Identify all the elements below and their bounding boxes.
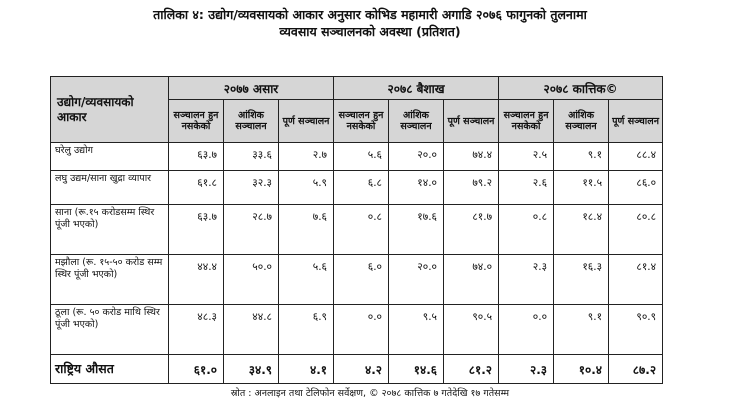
table-cell: ३४.९	[224, 355, 279, 384]
table-cell: २.३	[499, 255, 554, 305]
table-cell: ४.२	[334, 355, 389, 384]
table-cell: ५.६	[279, 255, 334, 305]
table-cell: ६३.७	[169, 205, 224, 255]
table-cell: ६१.०	[169, 355, 224, 384]
national-average-row	[51, 355, 663, 384]
table-cell: २.५	[499, 143, 554, 171]
table-cell: ७९.२	[444, 171, 499, 205]
row-label: मझौला (रू. १५-५० करोड सम्म स्थिर पूंजी भएको)	[51, 255, 169, 305]
table-cell: ७.६	[279, 205, 334, 255]
table-cell: ८७.२	[609, 355, 663, 384]
header-partial: आंशिक सञ्चालन	[554, 100, 609, 143]
table-cell: ४४.८	[224, 305, 279, 355]
table-cell: ६१.८	[169, 171, 224, 205]
header-full: पूर्ण सञ्चालन	[279, 100, 334, 143]
header-not-operating: सञ्चालन हुन नसकेको	[334, 100, 389, 143]
table-cell: १४.६	[389, 355, 444, 384]
table-cell: २.३	[499, 355, 554, 384]
table-cell: ४८.३	[169, 305, 224, 355]
row-label: घरेलु उद्योग	[51, 143, 169, 171]
table-row	[51, 143, 663, 171]
table-row	[51, 205, 663, 255]
header-group-2077-asar: २०७७ असार	[169, 77, 334, 100]
table-cell: ८१.७	[444, 205, 499, 255]
table-cell: ९.१	[554, 305, 609, 355]
table-cell: ५.९	[279, 171, 334, 205]
table-cell: २०.०	[389, 143, 444, 171]
table-cell: ६.८	[334, 171, 389, 205]
table-row	[51, 255, 663, 305]
table-cell: ११.५	[554, 171, 609, 205]
table-cell: ५०.०	[224, 255, 279, 305]
table-cell: ७४.४	[444, 143, 499, 171]
table-cell: ९.५	[389, 305, 444, 355]
table-cell: ५.६	[334, 143, 389, 171]
table-cell: १०.४	[554, 355, 609, 384]
table-cell: ०.०	[499, 305, 554, 355]
row-label: साना (रू.१५ करोडसम्म स्थिर पूंजी भएको)	[51, 205, 169, 255]
row-label: लघु उद्यम/साना खुद्रा व्यापार	[51, 171, 169, 205]
table-cell: ७४.०	[444, 255, 499, 305]
table-cell: ०.८	[499, 205, 554, 255]
header-group-2078-baishakh: २०७८ बैशाख	[334, 77, 499, 100]
table-cell: ६३.७	[169, 143, 224, 171]
table-cell: ८१.२	[444, 355, 499, 384]
row-label: राष्ट्रिय औसत	[51, 355, 169, 384]
table-cell: १७.६	[389, 205, 444, 255]
header-not-operating: सञ्चालन हुन नसकेको	[499, 100, 554, 143]
table-cell: १८.४	[554, 205, 609, 255]
header-partial: आंशिक सञ्चालन	[224, 100, 279, 143]
table-row	[51, 171, 663, 205]
table-cell: १४.०	[389, 171, 444, 205]
table-cell: ८६.०	[609, 171, 663, 205]
table-cell: २.७	[279, 143, 334, 171]
table-row	[51, 305, 663, 355]
table-cell: ६.०	[334, 255, 389, 305]
table-cell: २८.७	[224, 205, 279, 255]
table-cell: ०.०	[334, 305, 389, 355]
row-label: ठूला (रू. ५० करोड माथि स्थिर पूंजी भएको)	[51, 305, 169, 355]
table-cell: ८८.४	[609, 143, 663, 171]
table-cell: १६.३	[554, 255, 609, 305]
table-cell: ६.९	[279, 305, 334, 355]
table-cell: ०.८	[334, 205, 389, 255]
business-status-table	[50, 76, 663, 384]
header-full: पूर्ण सञ्चालन	[444, 100, 499, 143]
header-full: पूर्ण सञ्चालन	[609, 100, 663, 143]
table-cell: २.६	[499, 171, 554, 205]
table-cell: ८०.८	[609, 205, 663, 255]
table-cell: ८१.४	[609, 255, 663, 305]
header-partial: आंशिक सञ्चालन	[389, 100, 444, 143]
table-cell: २०.०	[389, 255, 444, 305]
table-cell: ९.१	[554, 143, 609, 171]
header-not-operating: सञ्चालन हुन नसकेको	[169, 100, 224, 143]
table-cell: ४.१	[279, 355, 334, 384]
table-cell: ४४.४	[169, 255, 224, 305]
table-cell: ३३.६	[224, 143, 279, 171]
header-group-2078-kartik: २०७८ कात्तिक©	[499, 77, 663, 100]
title-line-1: तालिका ४: उद्योग/व्यवसायको आकार अनुसार कोभिड महामारी अगाडि २०७६ फागुनको तुलनामा	[153, 7, 587, 22]
table-cell: ३२.३	[224, 171, 279, 205]
table-cell: ९०.५	[444, 305, 499, 355]
source-note: स्रोत : अनलाइन तथा टेलिफोन सर्वेक्षण, © २०७८ कात्तिक ७ गतेदेखि १७ गतेसम्म	[230, 388, 510, 399]
header-business-size: उद्योग/व्यवसायको आकार	[51, 77, 169, 143]
table-title	[0, 6, 740, 40]
table-cell: ९०.९	[609, 305, 663, 355]
title-line-2: व्यवसाय सञ्चालनको अवस्था (प्रतिशत)	[279, 24, 461, 39]
